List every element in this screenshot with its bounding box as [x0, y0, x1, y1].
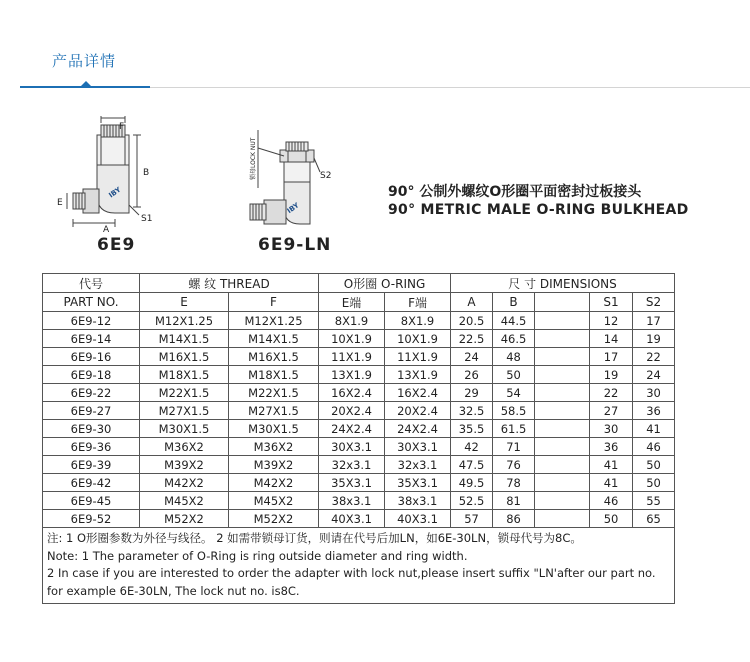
table-row — [43, 312, 675, 330]
cell-thread-e: M22X1.5 — [140, 384, 229, 402]
cell-dim-b: 44.5 — [493, 312, 535, 330]
cell-part-no: 6E9-18 — [43, 366, 140, 384]
cell-dim-blank — [535, 312, 590, 330]
cell-oring-f: 10X1.9 — [385, 330, 451, 348]
note-line: Note: 1 The parameter of O-Ring is ring outside diameter and ring width. — [47, 548, 468, 563]
cell-oring-f: 32x3.1 — [385, 456, 451, 474]
dim-s2-label: S2 — [320, 171, 332, 181]
cell-oring-f: 13X1.9 — [385, 366, 451, 384]
table-row — [43, 492, 675, 510]
cell-thread-f: M52X2 — [229, 510, 319, 528]
cell-thread-f: M14X1.5 — [229, 330, 319, 348]
cell-thread-f: M36X2 — [229, 438, 319, 456]
cell-dim-s2: 50 — [633, 456, 675, 474]
note-line: 2 In case if you are interested to order the adapter with lock nut,please insert suffix "LN'after our part no. — [47, 566, 656, 580]
cell-dim-s2: 19 — [633, 330, 675, 348]
table-row — [43, 420, 675, 438]
cell-thread-e: M18X1.5 — [140, 366, 229, 384]
cell-dim-s1: 14 — [590, 330, 633, 348]
table-header-row-1 — [43, 274, 675, 293]
header-thread: 螺 纹 THREAD — [140, 274, 319, 293]
cell-thread-f: M16X1.5 — [229, 348, 319, 366]
cell-oring-e: 16X2.4 — [319, 384, 385, 402]
lock-nut-label: 锁母LOCK NUT — [250, 137, 257, 180]
header-dimensions: 尺 寸 DIMENSIONS — [451, 274, 675, 293]
cell-thread-f: M45X2 — [229, 492, 319, 510]
part-label-6e9-ln: 6E9-LN — [258, 235, 332, 255]
cell-part-no: 6E9-36 — [43, 438, 140, 456]
cell-thread-f: M27X1.5 — [229, 402, 319, 420]
cell-dim-a: 26 — [451, 366, 493, 384]
cell-part-no: 6E9-52 — [43, 510, 140, 528]
cell-dim-blank — [535, 402, 590, 420]
drawing-6e9 — [55, 115, 175, 233]
dim-e-label: E — [57, 198, 63, 208]
header-oring: O形圈 O-RING — [319, 274, 451, 293]
table-row — [43, 456, 675, 474]
cell-dim-b: 71 — [493, 438, 535, 456]
cell-dim-b: 48 — [493, 348, 535, 366]
cell-oring-f: 38x3.1 — [385, 492, 451, 510]
product-title-en: 90° METRIC MALE O-RING BULKHEAD — [388, 202, 689, 218]
cell-thread-f: M12X1.25 — [229, 312, 319, 330]
product-title-cn: 90° 公制外螺纹O形圈平面密封过板接头 — [388, 184, 642, 200]
cell-dim-s1: 36 — [590, 438, 633, 456]
part-label-6e9: 6E9 — [97, 235, 136, 255]
cell-dim-s2: 46 — [633, 438, 675, 456]
cell-oring-e: 8X1.9 — [319, 312, 385, 330]
cell-thread-e: M30X1.5 — [140, 420, 229, 438]
cell-dim-blank — [535, 492, 590, 510]
cell-thread-e: M45X2 — [140, 492, 229, 510]
note-line: for example 6E-30LN, The lock nut no. is8C. — [47, 583, 300, 598]
cell-thread-e: M27X1.5 — [140, 402, 229, 420]
cell-oring-e: 13X1.9 — [319, 366, 385, 384]
table-header-row-2 — [43, 293, 675, 312]
cell-oring-f: 11X1.9 — [385, 348, 451, 366]
cell-oring-e: 24X2.4 — [319, 420, 385, 438]
cell-dim-s2: 22 — [633, 348, 675, 366]
table-row — [43, 402, 675, 420]
cell-part-no: 6E9-30 — [43, 420, 140, 438]
cell-dim-a: 52.5 — [451, 492, 493, 510]
header-f: F — [229, 293, 319, 312]
cell-dim-blank — [535, 348, 590, 366]
cell-dim-s1: 22 — [590, 384, 633, 402]
cell-dim-s2: 30 — [633, 384, 675, 402]
table-row — [43, 348, 675, 366]
cell-oring-e: 20X2.4 — [319, 402, 385, 420]
cell-dim-a: 24 — [451, 348, 493, 366]
cell-part-no: 6E9-22 — [43, 384, 140, 402]
cell-thread-f: M42X2 — [229, 474, 319, 492]
cell-oring-e: 40X3.1 — [319, 510, 385, 528]
cell-oring-f: 35X3.1 — [385, 474, 451, 492]
cell-dim-a: 42 — [451, 438, 493, 456]
cell-dim-s2: 41 — [633, 420, 675, 438]
cell-dim-a: 22.5 — [451, 330, 493, 348]
cell-thread-f: M30X1.5 — [229, 420, 319, 438]
header-a: A — [451, 293, 493, 312]
cell-dim-b: 78 — [493, 474, 535, 492]
cell-dim-s1: 17 — [590, 348, 633, 366]
cell-thread-e: M12X1.25 — [140, 312, 229, 330]
cell-thread-f: M39X2 — [229, 456, 319, 474]
table-row — [43, 330, 675, 348]
cell-dim-s2: 50 — [633, 474, 675, 492]
cell-dim-s2: 24 — [633, 366, 675, 384]
cell-oring-e: 32x3.1 — [319, 456, 385, 474]
cell-dim-s1: 27 — [590, 402, 633, 420]
notes-cell — [43, 528, 675, 604]
spec-table — [42, 273, 675, 604]
svg-text:IBY: IBY — [285, 201, 301, 216]
header-b: B — [493, 293, 535, 312]
cell-part-no: 6E9-42 — [43, 474, 140, 492]
cell-thread-e: M52X2 — [140, 510, 229, 528]
cell-thread-f: M18X1.5 — [229, 366, 319, 384]
table-row — [43, 474, 675, 492]
cell-part-no: 6E9-14 — [43, 330, 140, 348]
cell-dim-s1: 41 — [590, 474, 633, 492]
header-part-no: PART NO. — [43, 293, 140, 312]
cell-part-no: 6E9-16 — [43, 348, 140, 366]
cell-dim-blank — [535, 456, 590, 474]
cell-thread-e: M36X2 — [140, 438, 229, 456]
table-row — [43, 366, 675, 384]
cell-dim-b: 76 — [493, 456, 535, 474]
cell-dim-s2: 65 — [633, 510, 675, 528]
cell-dim-blank — [535, 420, 590, 438]
header-s1: S1 — [590, 293, 633, 312]
cell-dim-s2: 36 — [633, 402, 675, 420]
drawing-6e9-ln — [228, 128, 348, 236]
dim-f-label: F — [119, 122, 125, 132]
table-row — [43, 438, 675, 456]
cell-thread-e: M16X1.5 — [140, 348, 229, 366]
cell-part-no: 6E9-45 — [43, 492, 140, 510]
cell-dim-blank — [535, 366, 590, 384]
cell-dim-s1: 46 — [590, 492, 633, 510]
header-code: 代号 — [43, 274, 140, 293]
header-s2: S2 — [633, 293, 675, 312]
cell-part-no: 6E9-39 — [43, 456, 140, 474]
cell-dim-blank — [535, 384, 590, 402]
cell-oring-f: 24X2.4 — [385, 420, 451, 438]
cell-dim-s1: 30 — [590, 420, 633, 438]
cell-oring-f: 20X2.4 — [385, 402, 451, 420]
cell-dim-b: 46.5 — [493, 330, 535, 348]
section-divider-notch — [80, 81, 92, 87]
cell-dim-a: 29 — [451, 384, 493, 402]
header-e: E — [140, 293, 229, 312]
cell-oring-f: 8X1.9 — [385, 312, 451, 330]
cell-dim-a: 47.5 — [451, 456, 493, 474]
cell-oring-e: 10X1.9 — [319, 330, 385, 348]
cell-thread-f: M22X1.5 — [229, 384, 319, 402]
cell-dim-b: 86 — [493, 510, 535, 528]
section-title: 产品详情 — [52, 52, 117, 70]
cell-dim-a: 32.5 — [451, 402, 493, 420]
cell-dim-a: 35.5 — [451, 420, 493, 438]
cell-dim-b: 54 — [493, 384, 535, 402]
dim-a-label: A — [103, 225, 110, 233]
cell-thread-e: M39X2 — [140, 456, 229, 474]
cell-oring-e: 38x3.1 — [319, 492, 385, 510]
note-line: 注: 1 O形圈参数为外径与线径。 2 如需带锁母订货，则请在代号后加LN，如6E-30LN，锁母代号为8C。 — [47, 531, 582, 545]
cell-dim-b: 61.5 — [493, 420, 535, 438]
header-f-end: F端 — [385, 293, 451, 312]
cell-dim-blank — [535, 330, 590, 348]
cell-dim-blank — [535, 510, 590, 528]
dim-s1-label: S1 — [141, 214, 153, 224]
cell-part-no: 6E9-12 — [43, 312, 140, 330]
cell-oring-f: 30X3.1 — [385, 438, 451, 456]
cell-thread-e: M42X2 — [140, 474, 229, 492]
table-row — [43, 510, 675, 528]
cell-dim-b: 81 — [493, 492, 535, 510]
header-e-end: E端 — [319, 293, 385, 312]
table-row — [43, 384, 675, 402]
cell-dim-b: 50 — [493, 366, 535, 384]
cell-dim-s1: 41 — [590, 456, 633, 474]
cell-dim-a: 49.5 — [451, 474, 493, 492]
cell-dim-b: 58.5 — [493, 402, 535, 420]
cell-oring-e: 35X3.1 — [319, 474, 385, 492]
svg-text:IBY: IBY — [107, 185, 123, 200]
cell-dim-blank — [535, 438, 590, 456]
cell-oring-e: 11X1.9 — [319, 348, 385, 366]
cell-oring-f: 16X2.4 — [385, 384, 451, 402]
cell-dim-s1: 12 — [590, 312, 633, 330]
cell-thread-e: M14X1.5 — [140, 330, 229, 348]
cell-dim-a: 57 — [451, 510, 493, 528]
cell-dim-s2: 17 — [633, 312, 675, 330]
cell-dim-a: 20.5 — [451, 312, 493, 330]
cell-dim-s2: 55 — [633, 492, 675, 510]
cell-dim-s1: 19 — [590, 366, 633, 384]
cell-part-no: 6E9-27 — [43, 402, 140, 420]
cell-oring-f: 40X3.1 — [385, 510, 451, 528]
cell-dim-s1: 50 — [590, 510, 633, 528]
cell-oring-e: 30X3.1 — [319, 438, 385, 456]
header-blank — [535, 293, 590, 312]
notes-row — [43, 528, 675, 604]
cell-dim-blank — [535, 474, 590, 492]
dim-b-label: B — [143, 168, 150, 178]
